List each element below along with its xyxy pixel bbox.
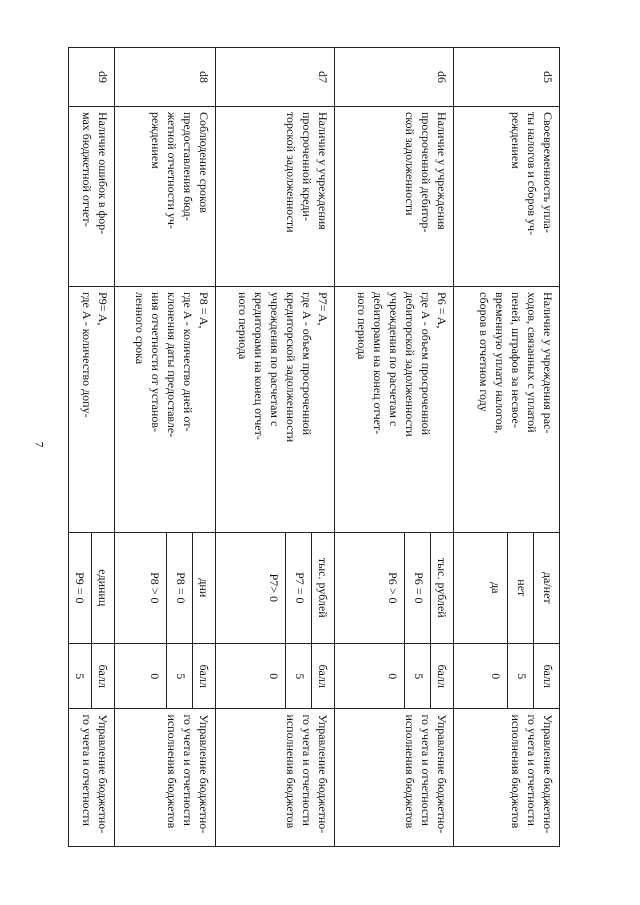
row-code: d8 [115,48,216,107]
score-cell: 0 [454,643,508,708]
department-cell: Управление бюджетно- го учета и отчетности исполнения бюджетов [115,709,216,847]
score-cell: 0 [335,643,405,708]
unit-cell: дни [193,532,216,643]
rotated-table-container [72,47,560,847]
formula-cell: Наличие у учреждения рас- ходов, связанных с уплатой пеней, штрафов за несвое- временную уплату налогов, сборов в отчетном году [454,287,560,533]
condition-cell: нет [508,532,534,643]
condition-cell: P7> 0 [216,532,286,643]
unit-cell: тыс. рублей [431,532,454,643]
condition-cell: P9 = 0 [69,532,92,643]
formula-cell: P7= A, где A - объем просроченной кредиторской задолженности учреждения по расчетам с кредиторами на конец отчет- ного периода [216,287,335,533]
condition-cell: P8 = 0 [167,532,193,643]
indicator-name: Соблюдение сроков предоставления бюд- жетной отчетности уч- реждением [115,106,216,286]
department-cell: Управление бюджетно- го учета и отчетности исполнения бюджетов [216,709,335,847]
row-code: d7 [216,48,335,107]
department-cell: Управление бюджетно- го учета и отчетности исполнения бюджетов [454,709,560,847]
unit-cell: единиц [92,532,115,643]
score-cell: 5 [508,643,534,708]
row-code: d9 [69,48,115,107]
score-cell: 0 [115,643,167,708]
condition-cell: P8 > 0 [115,532,167,643]
score-unit-cell: балл [534,643,560,708]
indicator-name: Наличие ошибок в фор- мах бюджетной отчет- [69,106,115,286]
score-unit-cell: балл [431,643,454,708]
score-unit-cell: балл [193,643,216,708]
unit-cell: да/нет [534,532,560,643]
indicator-name: Своевременность упла- ты налогов и сборов уч- реждением [454,106,560,286]
page-number: 7 [32,441,47,448]
table-row-d9 [92,48,115,847]
score-unit-cell: балл [92,643,115,708]
score-cell: 5 [405,643,431,708]
score-cell: 0 [216,643,286,708]
department-cell: Управление бюджетно- го учета и отчетности исполнения бюджетов [335,709,454,847]
row-code: d5 [454,48,560,107]
score-unit-cell: балл [312,643,335,708]
criteria-table [68,47,560,847]
condition-cell: да [454,532,508,643]
formula-cell: P9= A, где A - количество допу- [69,287,115,533]
formula-cell: P6 = A, где A - объем просроченной дебиторской задолженности учреждения по расчетам с дебиторами на конец отчет- ного периода [335,287,454,533]
condition-cell: P6 = 0 [405,532,431,643]
score-cell: 5 [286,643,312,708]
table-row-d7 [312,48,335,847]
table-row-d8 [193,48,216,847]
table-row-d6 [431,48,454,847]
condition-cell: P7 = 0 [286,532,312,643]
score-cell: 5 [69,643,92,708]
department-cell: Управление бюджетно- го учета и отчетности [69,709,115,847]
row-code: d6 [335,48,454,107]
unit-cell: тыс. рублей [312,532,335,643]
score-cell: 5 [167,643,193,708]
condition-cell: P6 > 0 [335,532,405,643]
formula-cell: P8 = A, где A - количество дней от- клонения даты предоставле- ния отчетности от установ- ленного срока [115,287,216,533]
table-row-d5 [534,48,560,847]
indicator-name: Наличие у учреждения просроченной дебитор- ской задолженности [335,106,454,286]
indicator-name: Наличие у учреждения просроченной креди- торской задолженности [216,106,335,286]
